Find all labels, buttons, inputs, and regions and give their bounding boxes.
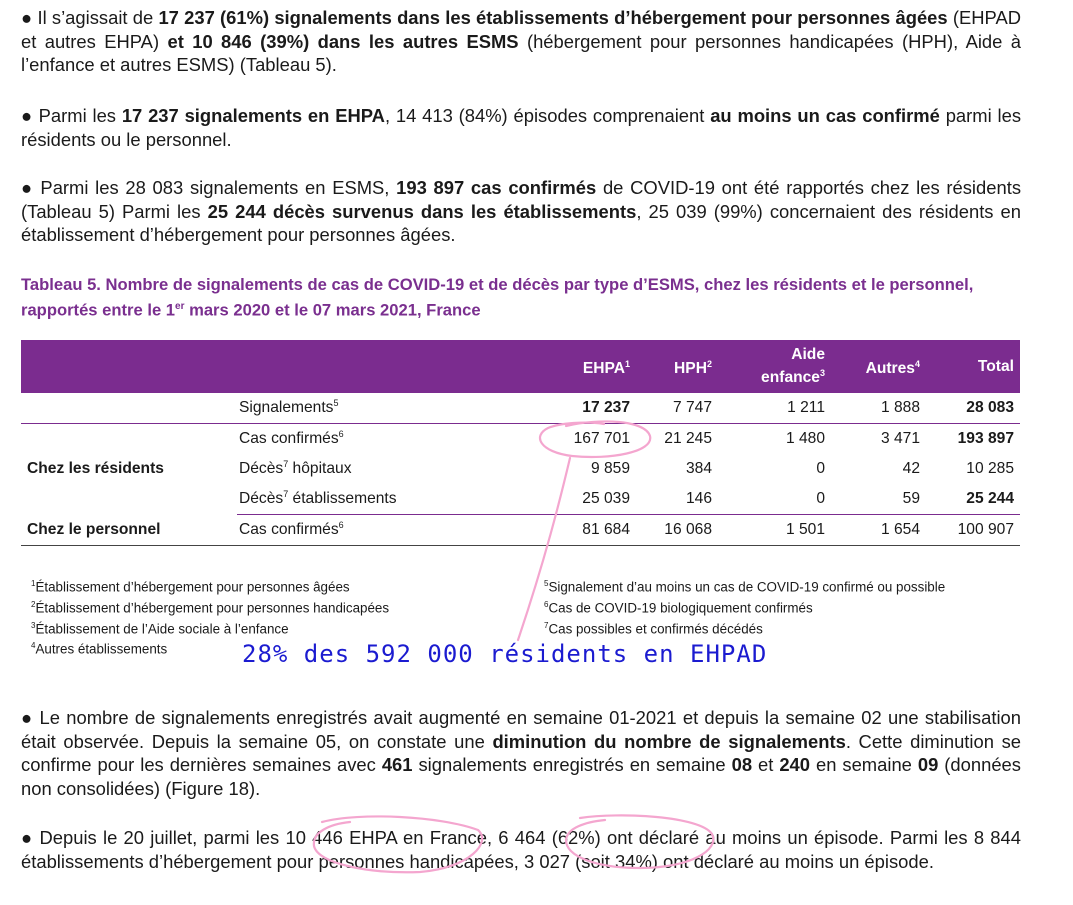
footnote: $^2$Établissement d’hébergement pour personnes handicapées bbox=[31, 599, 390, 616]
cell-autres: 59 bbox=[831, 484, 926, 515]
cell-autres: 3 471 bbox=[880, 430, 920, 447]
cell-aide: 0 bbox=[816, 460, 825, 477]
table-row bbox=[21, 393, 1020, 424]
cell-aide: 1 211 bbox=[718, 393, 831, 424]
text: et bbox=[752, 754, 780, 775]
cell-hph: 16 068 bbox=[636, 515, 718, 546]
bold-text: 193 897 cas confirmés bbox=[396, 177, 597, 198]
text: Il s’agissait de bbox=[32, 7, 159, 28]
row-label: Décès$^7$ établissements bbox=[237, 484, 517, 515]
group-cell bbox=[21, 393, 237, 424]
header-hph: HPH$^2$ bbox=[674, 358, 712, 378]
text: en semaine bbox=[810, 754, 918, 775]
bullet: ● bbox=[21, 7, 33, 28]
text: Depuis le 20 juillet, parmi les 10 446 EHPA en France, 6 464 (62%) ont déclaré au moins un épisode. Parmi les 8 844 établissements d’hébergement pour personnes handicapées, 3 027 (soit 34%) ont déclaré au moins un épisode. bbox=[21, 827, 1021, 872]
cell-aide: 0 bbox=[718, 484, 831, 515]
bold-text: 09 bbox=[917, 754, 939, 775]
cell-hph: 146 bbox=[636, 484, 718, 515]
footnote: $^4$Autres établissements bbox=[31, 641, 168, 657]
cell-total: 25 244 bbox=[926, 484, 1020, 515]
row-label: Signalements$^5$ bbox=[237, 393, 517, 424]
bold-text: et 10 846 (39%) dans les autres ESMS bbox=[167, 30, 519, 52]
table-header-row bbox=[21, 340, 1020, 393]
cell-aide: 1 501 bbox=[718, 515, 831, 546]
cell-ehpa: 25 039 bbox=[517, 484, 636, 515]
cell-autres: 42 bbox=[902, 460, 920, 477]
bold-text: au moins un cas confirmé bbox=[710, 105, 940, 126]
text: Parmi les 28 083 signalements en ESMS, bbox=[33, 177, 397, 198]
cell-total: 28 083 bbox=[926, 393, 1020, 424]
paragraph-weekly-trend bbox=[21, 706, 1021, 800]
text: Le nombre de signalements enregistrés avait augmenté en semaine 01-2021 et depuis la semaine 02 une stabilisation était observée. Depuis la semaine 05, on constate une bbox=[21, 707, 1021, 752]
footnotes-right bbox=[544, 575, 1024, 637]
text: (hébergement pour personnes handicapées (HPH), Aide à l’enfance et autres ESMS) (Tableau 5). bbox=[21, 30, 1021, 75]
cell-hph: 384 bbox=[685, 460, 712, 477]
esms-table bbox=[21, 340, 1020, 546]
header-ehpa: EHPA$^1$ bbox=[582, 358, 630, 378]
bold-text: 240 bbox=[779, 754, 811, 775]
table-caption bbox=[21, 274, 1021, 322]
cell-aide: 1 480 bbox=[785, 430, 825, 447]
text: signalements enregistrés en semaine bbox=[412, 754, 732, 775]
text: parmi les résidents ou le personnel. bbox=[21, 105, 1022, 150]
cell-total: 10 285 bbox=[966, 460, 1014, 477]
cell-ehpa: 167 701 bbox=[573, 430, 630, 447]
text: Parmi les bbox=[32, 105, 122, 126]
cell-autres: 1 888 bbox=[831, 393, 926, 424]
table-row bbox=[21, 424, 1020, 455]
cell-ehpa: 9 859 bbox=[590, 460, 630, 477]
footnote: $^6$Cas de COVID-19 biologiquement confirmés bbox=[544, 599, 813, 616]
text: , 14 413 (84%) épisodes comprenaient bbox=[384, 105, 711, 126]
text: . Cette diminution se confirme pour les dernières semaines avec bbox=[21, 730, 1021, 775]
table-row bbox=[21, 515, 1020, 546]
header-aide-enfance: Aide enfance$^3$ bbox=[761, 346, 825, 387]
bold-text: diminution du nombre de signalements bbox=[492, 730, 846, 752]
row-label: Décès$^7$ hôpitaux bbox=[239, 459, 352, 478]
text: , 25 039 (99%) concernaient des résidents en établissement d’hébergement pour personnes âgées. bbox=[21, 200, 1022, 245]
bullet: ● bbox=[21, 707, 34, 728]
row-label: Cas confirmés$^6$ bbox=[237, 515, 517, 546]
header-empty bbox=[237, 340, 517, 393]
caption-sup: er bbox=[175, 301, 185, 312]
cell-hph: 21 245 bbox=[664, 430, 712, 447]
footnote: $^1$Établissement d’hébergement pour personnes âgées bbox=[31, 579, 350, 595]
bold-text: 25 244 décès survenus dans les établissements bbox=[207, 200, 637, 222]
text: (EHPAD et autres EHPA) bbox=[21, 7, 1022, 52]
cell-total: 100 907 bbox=[926, 515, 1020, 546]
footnote: $^3$Établissement de l’Aide sociale à l’enfance bbox=[31, 620, 289, 636]
text: de COVID-19 ont été rapportés chez les résidents (Tableau 5) Parmi les bbox=[21, 177, 1022, 222]
bold-text: 461 bbox=[381, 754, 413, 775]
bold-text: 17 237 signalements en EHPA bbox=[121, 105, 385, 126]
cell-total: 193 897 bbox=[957, 430, 1014, 447]
cell-ehpa: 81 684 bbox=[517, 515, 636, 546]
group-residents: Chez les résidents bbox=[27, 460, 164, 478]
bullet: ● bbox=[21, 827, 34, 848]
text: (données non consolidées) (Figure 18). bbox=[21, 754, 1021, 799]
bullet: ● bbox=[21, 177, 34, 198]
row-label: Cas confirmés$^6$ bbox=[239, 429, 344, 448]
header-total: Total bbox=[977, 358, 1014, 375]
bold-text: 17 237 (61%) signalements dans les établissements d’hébergement pour personnes âgées bbox=[158, 7, 948, 28]
paragraph-ehpa-episodes bbox=[21, 104, 1021, 151]
cell-autres: 1 654 bbox=[831, 515, 926, 546]
cell-ehpa: 17 237 bbox=[517, 393, 636, 424]
paragraph-episodes-since-july bbox=[21, 826, 1021, 873]
header-autres: Autres$^4$ bbox=[865, 358, 920, 378]
caption-text: Tableau 5. Nombre de signalements de cas de COVID-19 et de décès par type d’ESMS, chez les résidents et le personnel, rapportés entre le 1 bbox=[21, 275, 974, 320]
annotation-text: 28% des 592 000 résidents en EHPAD bbox=[242, 640, 768, 668]
bullet: ● bbox=[21, 105, 33, 126]
cell-hph: 7 747 bbox=[636, 393, 718, 424]
header-empty bbox=[21, 340, 237, 393]
caption-text: mars 2020 et le 07 mars 2021, France bbox=[184, 300, 481, 320]
group-personnel: Chez le personnel bbox=[21, 515, 237, 546]
bold-text: 08 bbox=[731, 754, 753, 775]
footnote: $^5$Signalement d’au moins un cas de COVID-19 confirmé ou possible bbox=[544, 579, 946, 595]
footnote: $^7$Cas possibles et confirmés décédés bbox=[544, 620, 763, 636]
paragraph-ehpa-share bbox=[21, 6, 1021, 77]
paragraph-confirmed-cases bbox=[21, 176, 1021, 247]
